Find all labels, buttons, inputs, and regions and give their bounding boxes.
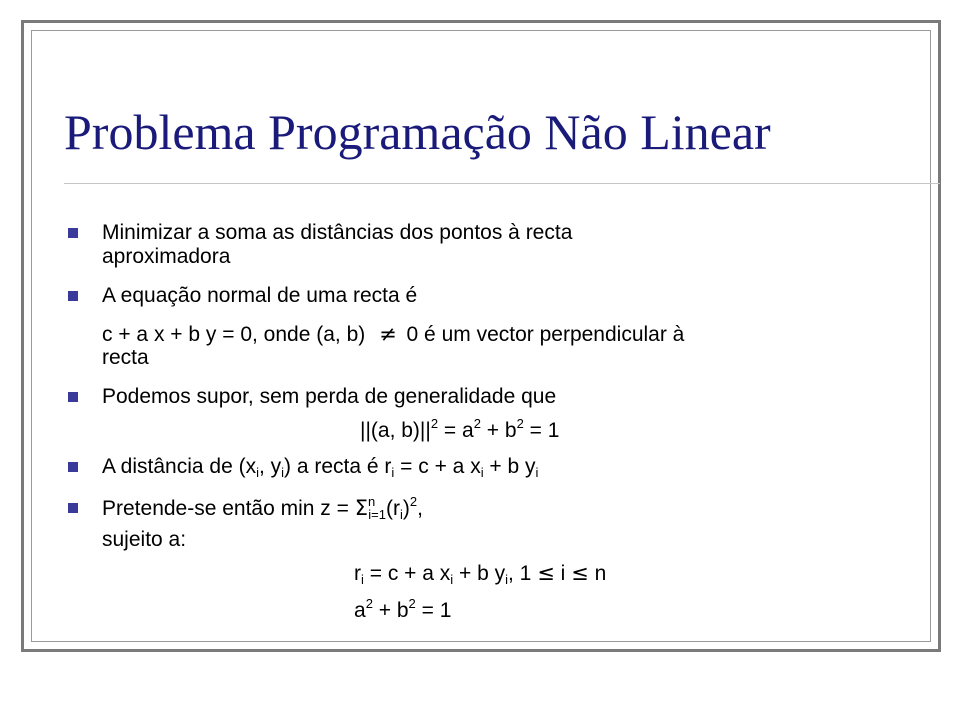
constraint-text: r [354, 562, 361, 585]
norm-text: = 1 [523, 419, 560, 442]
bullet1-line2: aproximadora [102, 245, 231, 268]
distance-text: + b y [483, 455, 536, 478]
slide-title: Problema Programação Não Linear [64, 104, 771, 160]
bullet4-text [102, 456, 538, 478]
bullet5-text [102, 494, 423, 522]
not-equal-symbol: ≠ [379, 322, 397, 346]
objective-text: , [417, 497, 423, 520]
distance-text: = c + a x [394, 455, 481, 478]
objective-text: ) [402, 497, 410, 520]
bullet1-line1: Minimizar a soma as distâncias dos pontos à recta [102, 221, 573, 244]
equation-text: c + a x + b y = 0, onde (a, b) [102, 323, 366, 346]
subscript: i [399, 507, 403, 522]
constraint-1 [354, 562, 606, 585]
superscript: n [368, 494, 376, 509]
subscript: i [361, 572, 364, 587]
norm-text: + b [480, 419, 517, 442]
distance-text: , y [258, 455, 282, 478]
subscript: i [480, 465, 484, 480]
constraint-text: = 1 [415, 599, 452, 622]
bullet-square-icon [68, 228, 78, 238]
less-equal-symbol: ≤ [571, 561, 589, 585]
equation-text: 0 é um vector perpendicular à [406, 323, 685, 346]
sigma-symbol: Σ [354, 496, 369, 520]
bullet-square-icon [68, 462, 78, 472]
constraint-text: a [354, 599, 366, 622]
subscript: i [391, 465, 395, 480]
subscript: i [256, 465, 259, 480]
distance-text: A distância de (x [102, 455, 257, 478]
constraint-text: + b [372, 599, 409, 622]
superscript: 2 [430, 416, 439, 431]
norm-text: = a [438, 419, 474, 442]
superscript: 2 [365, 596, 373, 611]
constraint-text: i [554, 562, 572, 585]
superscript: 2 [473, 416, 481, 431]
superscript: 2 [516, 416, 524, 431]
subscript: i=1 [368, 507, 386, 522]
constraint-text: = c + a x [363, 562, 451, 585]
bullet-square-icon [68, 392, 78, 402]
objective-text: Pretende-se então min z = [102, 497, 355, 520]
title-divider [64, 183, 940, 184]
bullet-square-icon [68, 291, 78, 301]
normal-equation-line1 [102, 323, 684, 346]
subscript: i [450, 572, 454, 587]
subject-to-label: sujeito a: [102, 528, 187, 551]
superscript: 2 [409, 494, 418, 509]
distance-text: ) a recta é r [284, 455, 392, 478]
bullet3-text: Podemos supor, sem perda de generalidade que [102, 385, 557, 408]
subscript: i [505, 572, 509, 587]
subscript: i [535, 465, 539, 480]
constraint-text: , 1 [508, 562, 538, 585]
constraint-text: n [588, 562, 607, 585]
subscript: i [281, 465, 285, 480]
constraint-2 [354, 596, 452, 622]
bullet2-text: A equação normal de uma recta é [102, 284, 418, 307]
norm-text: ||(a, b)|| [360, 419, 431, 442]
bullet-square-icon [68, 503, 78, 513]
less-equal-symbol: ≤ [537, 561, 555, 585]
norm-equation [360, 416, 560, 442]
constraint-text: + b y [453, 562, 506, 585]
superscript: 2 [408, 596, 416, 611]
normal-equation-line2: recta [102, 346, 149, 369]
objective-text: (r [385, 497, 400, 520]
